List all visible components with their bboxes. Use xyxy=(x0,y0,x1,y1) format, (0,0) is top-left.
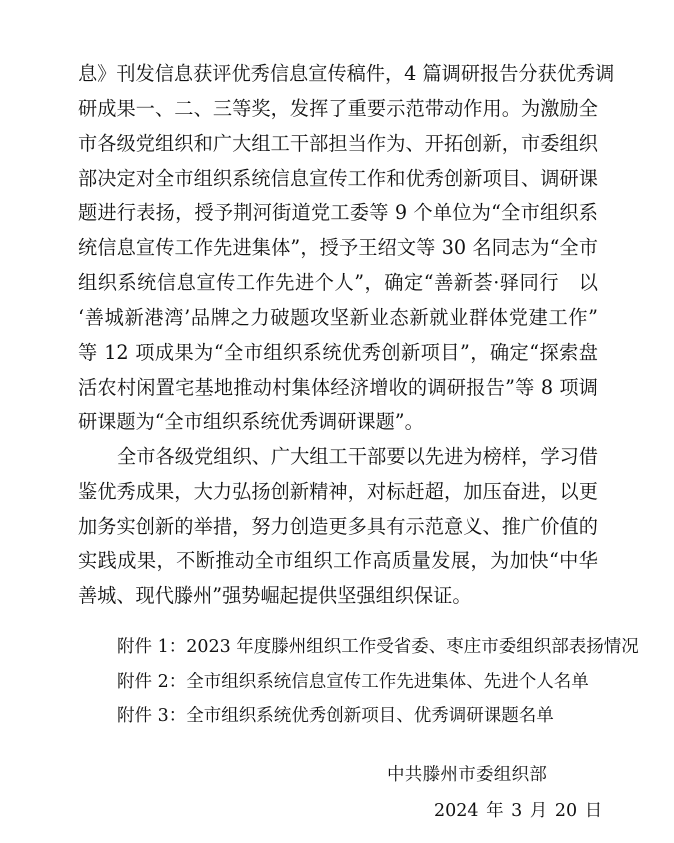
paragraph-line: 研成果一、二、三等奖，发挥了重要示范带动作用。为激励全 xyxy=(78,97,598,120)
paragraph-line: 活农村闲置宅基地推动村集体经济增收的调研报告”等 8 项调 xyxy=(78,376,598,399)
attachment-item: 附件 1：2023 年度滕州组织工作受省委、枣庄市委组织部表扬情况 xyxy=(117,637,639,657)
paragraph-line: 研课题为“全市组织系统优秀调研课题”。 xyxy=(78,410,424,433)
attachment-item: 附件 2：全市组织系统信息宣传工作先进集体、先进个人名单 xyxy=(117,672,589,692)
paragraph-line: 全市各级党组织、广大组工干部要以先进为榜样，学习借 xyxy=(117,445,598,468)
paragraph-line: 善城、现代滕州”强势崛起提供坚强组织保证。 xyxy=(78,584,472,607)
paragraph-line: 市各级党组织和广大组工干部担当作为、开拓创新，市委组织 xyxy=(78,132,598,155)
paragraph-line: 组织系统信息宣传工作先进个人”，确定“善新荟·驿同行 以 xyxy=(78,271,598,294)
issue-date: 2024 年 3 月 20 日 xyxy=(434,801,603,821)
attachment-item: 附件 3：全市组织系统优秀创新项目、优秀调研课题名单 xyxy=(117,706,554,726)
paragraph-line: 实践成果，不断推动全市组织工作高质量发展，为加快“中华 xyxy=(78,549,598,572)
issuing-organization: 中共滕州市委组织部 xyxy=(387,765,548,785)
paragraph-line: 鉴优秀成果，大力弘扬创新精神，对标赶超，加压奋进，以更 xyxy=(78,480,598,503)
paragraph-line: ‘善城新港湾’品牌之力破题攻坚新业态新就业群体党建工作” xyxy=(78,306,598,329)
paragraph-line: 息》刊发信息获评优秀信息宣传稿件，4 篇调研报告分获优秀调 xyxy=(78,62,615,85)
paragraph-line: 加务实创新的举措，努力创造更多具有示范意义、推广价值的 xyxy=(78,515,598,538)
paragraph-line: 等 12 项成果为“全市组织系统优秀创新项目”，确定“探索盘 xyxy=(78,341,598,364)
paragraph-line: 题进行表扬，授予荆河街道党工委等 9 个单位为“全市组织系 xyxy=(78,201,598,224)
paragraph-line: 统信息宣传工作先进集体”，授予王绍文等 30 名同志为“全市 xyxy=(78,236,598,259)
paragraph-line: 部决定对全市组织系统信息宣传工作和优秀创新项目、调研课 xyxy=(78,167,598,190)
